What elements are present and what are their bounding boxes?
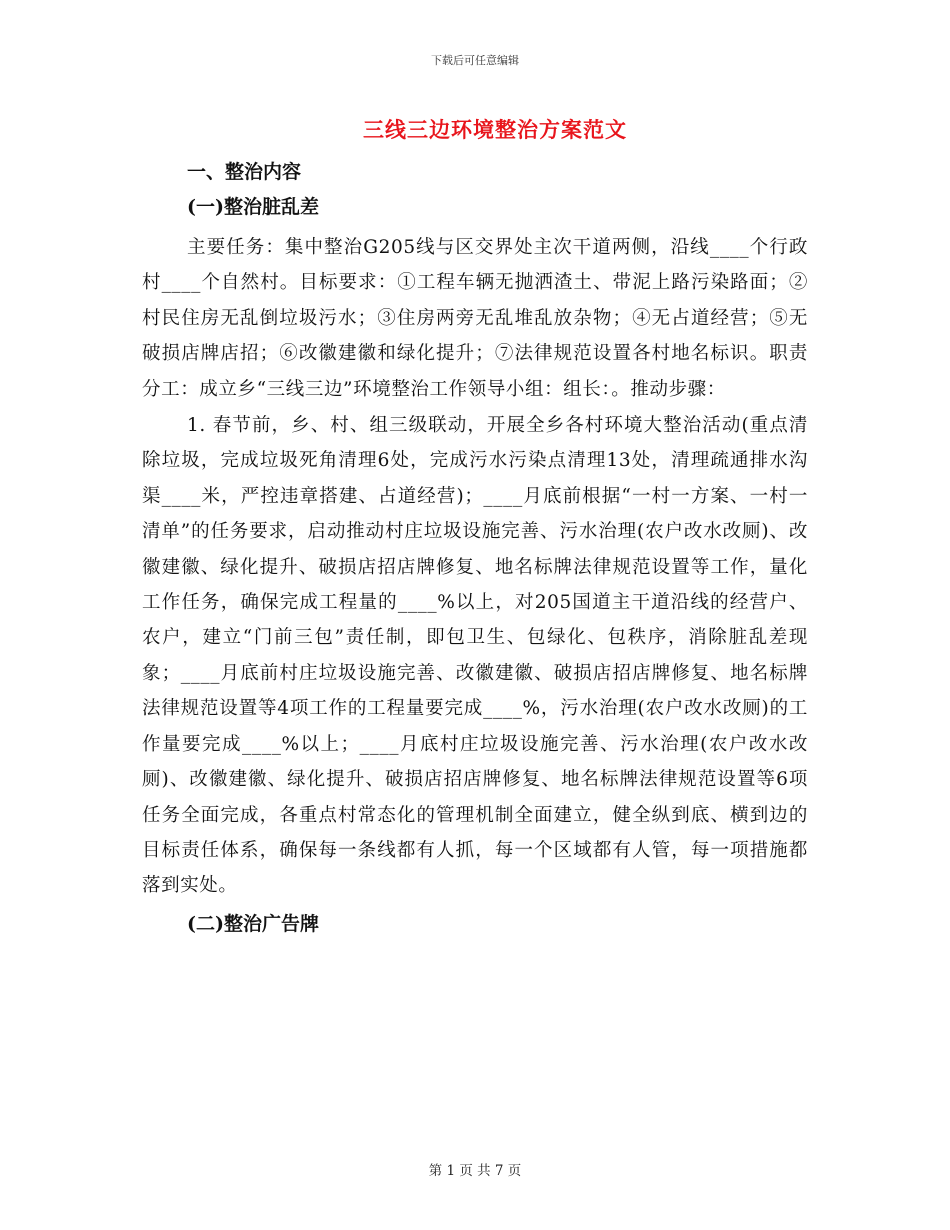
- subsection-heading-billboards: (二)整治广告牌: [187, 912, 319, 935]
- header-note: 下载后可任意编辑: [431, 54, 519, 67]
- document-body: [142, 158, 808, 939]
- subsection-heading-dirty: (一)整治脏乱差: [187, 196, 319, 218]
- paragraph-steps: 1. 春节前，乡、村、组三级联动，开展全乡各村环境大整治活动(重点清除垃圾，完成垃圾死角清理6处，完成污水污染点清理13处，清理疏通排水沟渠____米，严控违章搭建、占道经营)；____月底前根据“一村一方案、一村一清单”的任务要求，启动推动村庄垃圾设施完善、污水治理(农户改水改厕)、改徽建徽、绿化提升、破损店招店牌修复、地名标牌法律规范设置等工作，量化工作任务，确保完成工程量的____%以上，对205国道主干道沿线的经营户、农户，建立“门前三包”责任制，即包卫生、包绿化、包秩序，消除脏乱差现象；____月底前村庄垃圾设施完善、改徽建徽、破损店招店牌修复、地名标牌法律规范设置等4项工作的工程量要完成____%，污水治理(农户改水改厕)的工作量要完成____%以上；____月底村庄垃圾设施完善、污水治理(农户改水改厕)、改徽建徽、绿化提升、破损店招店牌修复、地名标牌法律规范设置等6项任务全面完成，各重点村常态化的管理机制全面建立，健全纵到底、横到边的目标责任体系，确保每一条线都有人抓，每一个区域都有人管，每一项措施都落到实处。: [142, 415, 808, 897]
- document-title: 三线三边环境整治方案范文: [363, 117, 627, 142]
- page-footer: 第 1 页 共 7 页: [428, 1163, 522, 1179]
- paragraph-main-tasks: 主要任务：集中整治G205线与区交界处主次干道两侧，沿线____个行政村____个自然村。目标要求：①工程车辆无抛洒渣土、带泥上路污染路面；②村民住房无乱倒垃圾污水；③住房两旁无乱堆乱放杂物；④无占道经营；⑤无破损店牌店招；⑥改徽建徽和绿化提升；⑦法律规范设置各村地名标识。职责分工：成立乡“三线三边”环境整治工作领导小组：组长：。推动步骤：: [142, 237, 808, 400]
- section-heading-content: 一、整治内容: [187, 161, 302, 183]
